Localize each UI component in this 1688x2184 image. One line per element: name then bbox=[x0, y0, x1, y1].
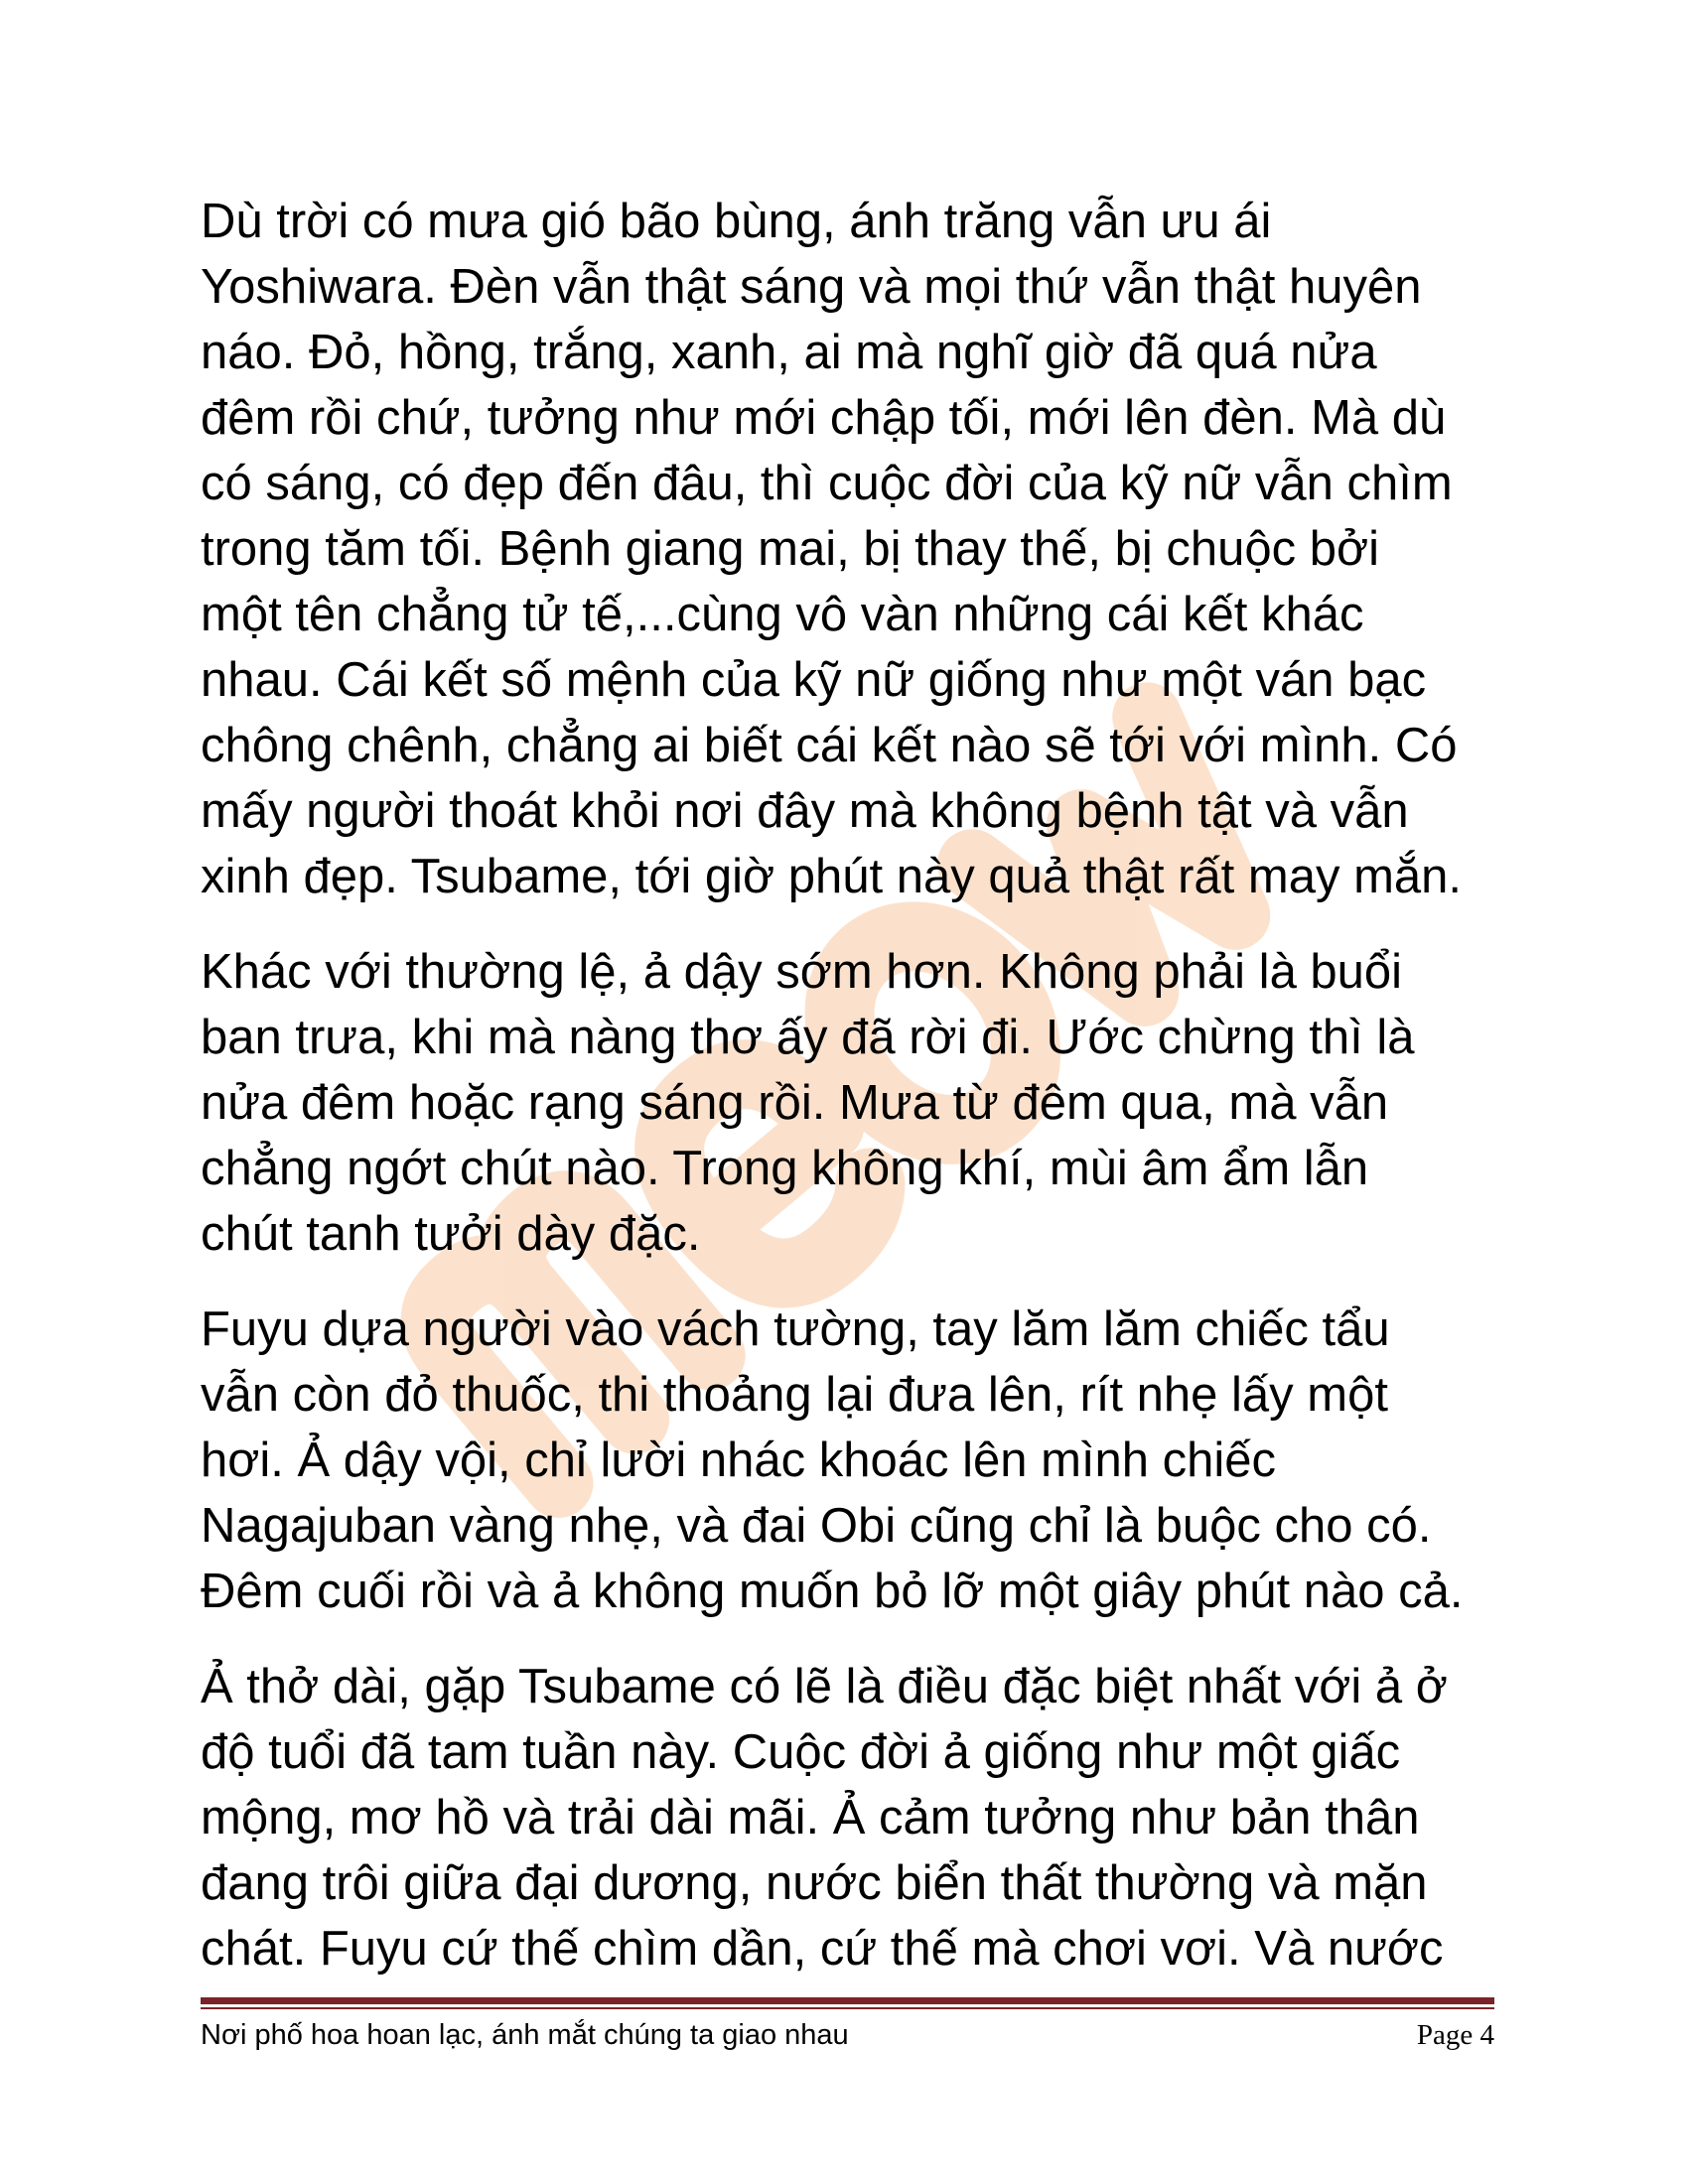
text-line: Dù trời có mưa gió bão bùng, ánh trăng vẫn ưu ái bbox=[201, 195, 1272, 248]
text-line: Yoshiwara. Đèn vẫn thật sáng và mọi thứ vẫn thật huyên bbox=[201, 260, 1422, 314]
paragraph-3 bbox=[201, 1297, 1521, 1624]
text-line: náo. Đỏ, hồng, trắng, xanh, ai mà nghĩ giờ đã quá nửa bbox=[201, 326, 1377, 379]
text-line: đang trôi giữa đại dương, nước biển thất thường và mặn bbox=[201, 1856, 1428, 1910]
text-line: có sáng, có đẹp đến đâu, thì cuộc đời của kỹ nữ vẫn chìm bbox=[201, 457, 1453, 510]
body-text bbox=[201, 189, 1521, 2011]
page-number: Page 4 bbox=[1416, 2019, 1494, 2051]
text-line: nửa đêm hoặc rạng sáng rồi. Mưa từ đêm qua, mà vẫn bbox=[201, 1076, 1389, 1130]
footer-divider-thick bbox=[201, 1997, 1494, 2004]
text-line: một tên chẳng tử tế,...cùng vô vàn những cái kết khác bbox=[201, 588, 1364, 641]
text-line: Ả thở dài, gặp Tsubame có lẽ là điều đặc biệt nhất với ả ở bbox=[201, 1660, 1448, 1713]
text-line: ban trưa, khi mà nàng thơ ấy đã rời đi. Ước chừng thì là bbox=[201, 1011, 1415, 1064]
footer-book-title: Nơi phố hoa hoan lạc, ánh mắt chúng ta giao nhau bbox=[201, 2019, 849, 2051]
text-line: hơi. Ả dậy vội, chỉ lười nhác khoác lên mình chiếc bbox=[201, 1433, 1277, 1487]
paragraph-2 bbox=[201, 939, 1521, 1267]
footer-divider-thin bbox=[201, 2007, 1494, 2009]
text-line: xinh đẹp. Tsubame, tới giờ phút này quả thật rất may mắn. bbox=[201, 850, 1463, 903]
text-line: chẳng ngớt chút nào. Trong không khí, mùi âm ẩm lẫn bbox=[201, 1142, 1369, 1195]
text-line: Nagajuban vàng nhẹ, và đai Obi cũng chỉ là buộc cho có. bbox=[201, 1499, 1432, 1553]
text-line: trong tăm tối. Bệnh giang mai, bị thay thế, bị chuộc bởi bbox=[201, 522, 1380, 576]
text-line: Khác với thường lệ, ả dậy sớm hơn. Không phải là buổi bbox=[201, 945, 1403, 999]
text-line: Fuyu dựa người vào vách tường, tay lăm lăm chiếc tẩu bbox=[201, 1302, 1390, 1356]
text-line: độ tuổi đã tam tuần này. Cuộc đời ả giống như một giấc bbox=[201, 1725, 1401, 1779]
text-line: mộng, mơ hồ và trải dài mãi. Ả cảm tưởng như bản thân bbox=[201, 1791, 1420, 1844]
text-line: đêm rồi chứ, tưởng như mới chập tối, mới lên đèn. Mà dù bbox=[201, 391, 1447, 445]
paragraph-1 bbox=[201, 189, 1521, 909]
text-line: chát. Fuyu cứ thế chìm dần, cứ thế mà chơi vơi. Và nước bbox=[201, 1922, 1444, 1976]
text-line: vẫn còn đỏ thuốc, thi thoảng lại đưa lên, rít nhẹ lấy một bbox=[201, 1368, 1388, 1422]
text-line: Đêm cuối rồi và ả không muốn bỏ lỡ một giây phút nào cả. bbox=[201, 1565, 1464, 1618]
text-line: chông chênh, chẳng ai biết cái kết nào sẽ tới với mình. Có bbox=[201, 719, 1458, 772]
text-line: mấy người thoát khỏi nơi đây mà không bệnh tật và vẫn bbox=[201, 784, 1409, 838]
paragraph-4 bbox=[201, 1654, 1521, 1981]
text-line: chút tanh tưởi dày đặc. bbox=[201, 1207, 701, 1261]
text-line: nhau. Cái kết số mệnh của kỹ nữ giống như một ván bạc bbox=[201, 653, 1427, 707]
